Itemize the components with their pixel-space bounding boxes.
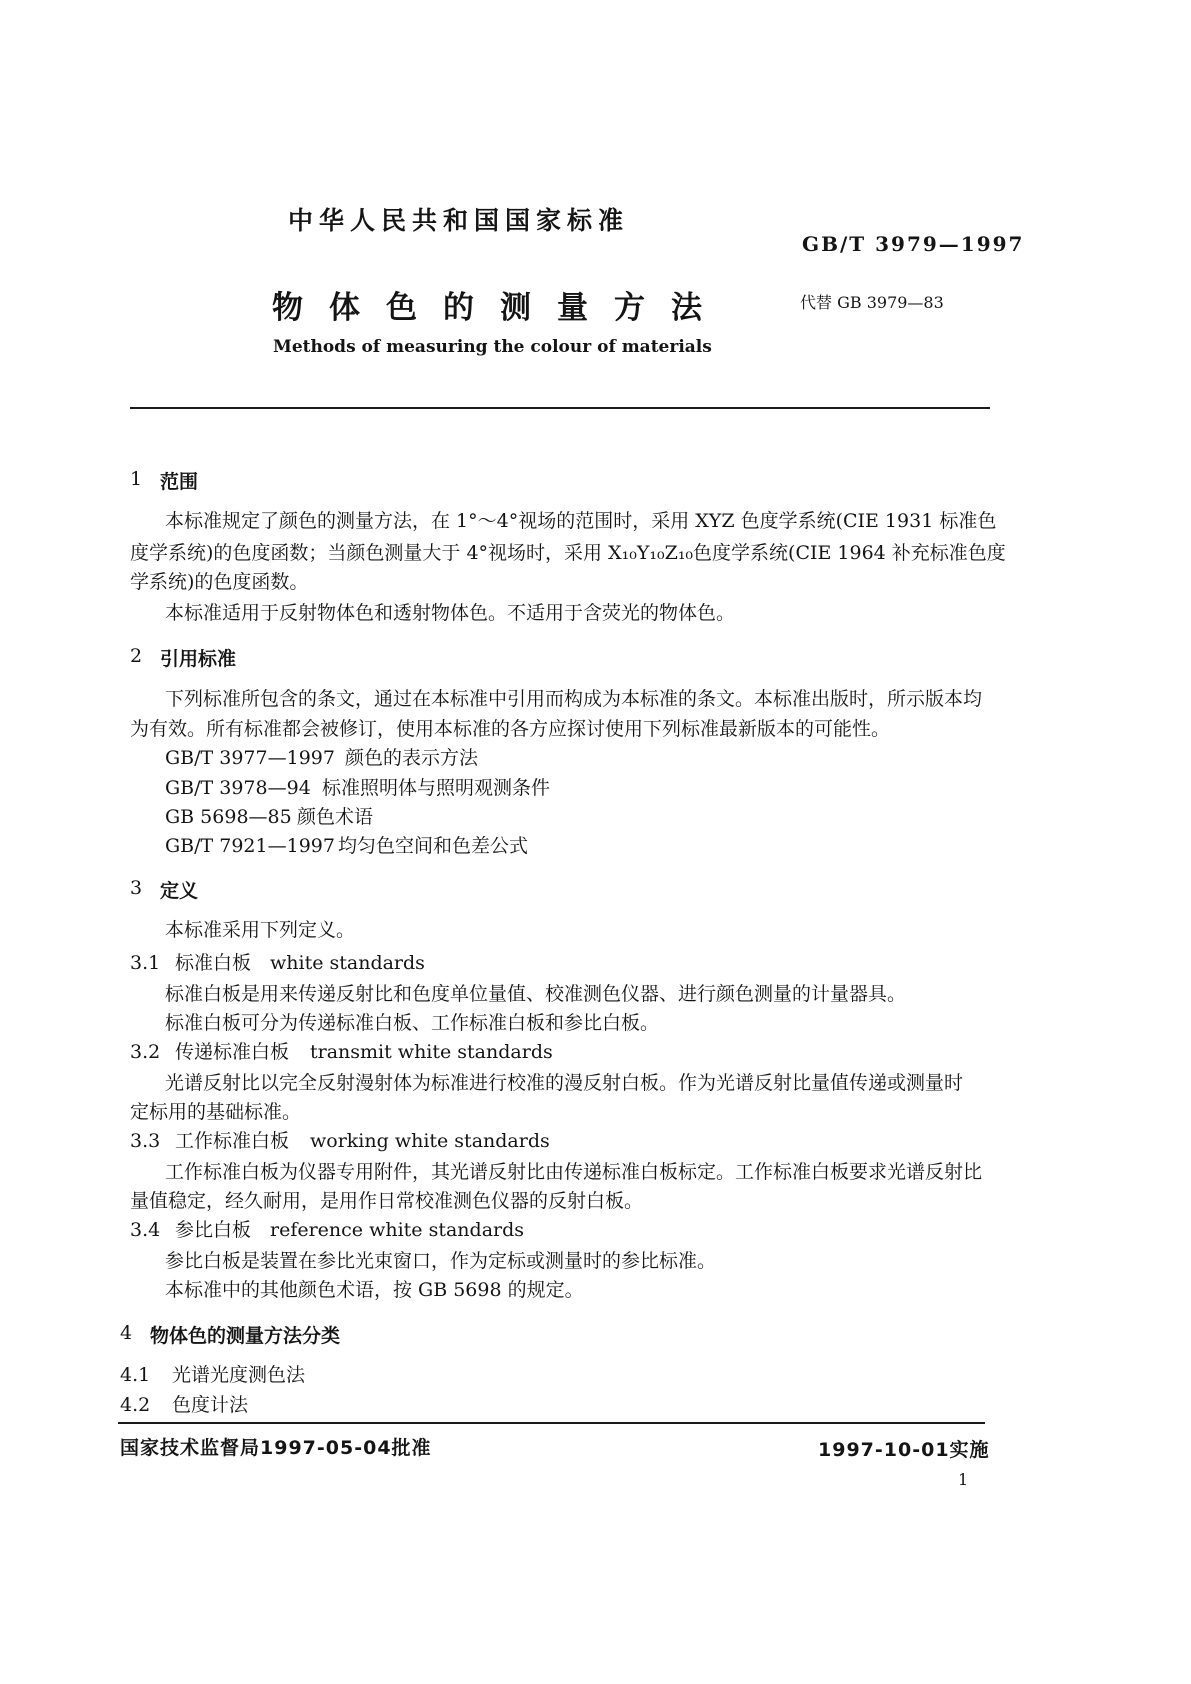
effective-date: 1997-10-01实施 [818,1439,990,1461]
section-number: 1 [130,468,143,490]
reference-name: 颜色术语 [297,806,374,828]
national-standard-label: 中华人民共和国国家标准 [288,206,630,235]
definition-number: 3.4 [130,1219,161,1241]
document-title: 物体色的测量方法 [272,290,728,326]
paragraph-line: 本标准规定了颜色的测量方法，在 1°～4°视场的范围时，采用 XYZ 色度学系统(CIE 1931 标准色 [165,510,997,532]
section-number: 4 [120,1322,133,1344]
list-item-text: 色度计法 [172,1394,249,1416]
section-heading: 物体色的测量方法分类 [150,1325,341,1347]
definition-number: 3.2 [130,1041,161,1063]
page-number: 1 [958,1470,969,1489]
definition-term: 参比白板 [175,1219,252,1241]
definition-term: 标准白板 [175,952,252,974]
reference-code: GB/T 3978—94 [165,777,311,799]
reference-code: GB/T 7921—1997 [165,835,335,857]
section-heading: 定义 [160,880,199,902]
section-number: 3 [130,877,143,899]
definition-term-english: white standards [270,952,425,974]
list-item-number: 4.2 [120,1394,151,1416]
paragraph-line: 工作标准白板为仪器专用附件，其光谱反射比由传递标准白板标定。工作标准白板要求光谱反射比 [165,1161,983,1183]
standard-code: GB/T 3979—1997 [802,232,1025,256]
section-number: 2 [130,645,143,667]
paragraph-line: 下列标准所包含的条文，通过在本标准中引用而构成为本标准的条文。本标准出版时，所示版本均 [165,688,983,710]
paragraph-line: 本标准中的其他颜色术语，按 GB 5698 的规定。 [165,1279,584,1301]
paragraph-line: 度学系统)的色度函数；当颜色测量大于 4°视场时，采用 X₁₀Y₁₀Z₁₀色度学系统(CIE 1964 补充标准色度 [130,542,1006,564]
definition-term: 工作标准白板 [175,1130,290,1152]
paragraph-line: 学系统)的色度函数。 [130,571,309,593]
reference-code: GB 5698—85 [165,806,292,828]
approval-statement: 国家技术监督局1997-05-04批准 [120,1437,432,1459]
paragraph-line: 标准白板可分为传递标准白板、工作标准白板和参比白板。 [165,1012,660,1034]
definition-number: 3.3 [130,1130,161,1152]
reference-code: GB/T 3977—1997 [165,747,335,769]
list-item-number: 4.1 [120,1364,151,1386]
paragraph-line: 光谱反射比以完全反射漫射体为标准进行校准的漫反射白板。作为光谱反射比量值传递或测量时 [165,1072,964,1094]
reference-name: 标准照明体与照明观测条件 [322,777,551,799]
list-item-text: 光谱光度测色法 [172,1364,306,1386]
paragraph-line: 本标准适用于反射物体色和透射物体色。不适用于含荧光的物体色。 [165,602,736,624]
replaces-standard: 代替 GB 3979—83 [800,293,944,312]
header-divider [130,407,990,409]
definition-number: 3.1 [130,952,161,974]
section-heading: 引用标准 [160,648,237,670]
definition-term: 传递标准白板 [175,1041,290,1063]
reference-name: 颜色的表示方法 [345,747,479,769]
definition-term-english: working white standards [310,1130,550,1152]
reference-name: 均匀色空间和色差公式 [338,835,529,857]
paragraph-line: 本标准采用下列定义。 [165,919,356,941]
paragraph-line: 标准白板是用来传递反射比和色度单位量值、校准测色仪器、进行颜色测量的计量器具。 [165,983,907,1005]
paragraph-line: 参比白板是装置在参比光束窗口，作为定标或测量时的参比标准。 [165,1250,717,1272]
paragraph-line: 量值稳定，经久耐用，是用作日常校准测色仪器的反射白板。 [130,1190,644,1212]
paragraph-line: 定标用的基础标准。 [130,1101,302,1123]
definition-term-english: transmit white standards [310,1041,553,1063]
footer-divider [118,1422,985,1424]
document-title-english: Methods of measuring the colour of materials [273,337,712,357]
section-heading: 范围 [160,471,199,493]
definition-term-english: reference white standards [270,1219,525,1241]
paragraph-line: 为有效。所有标准都会被修订，使用本标准的各方应探讨使用下列标准最新版本的可能性。 [130,718,891,740]
